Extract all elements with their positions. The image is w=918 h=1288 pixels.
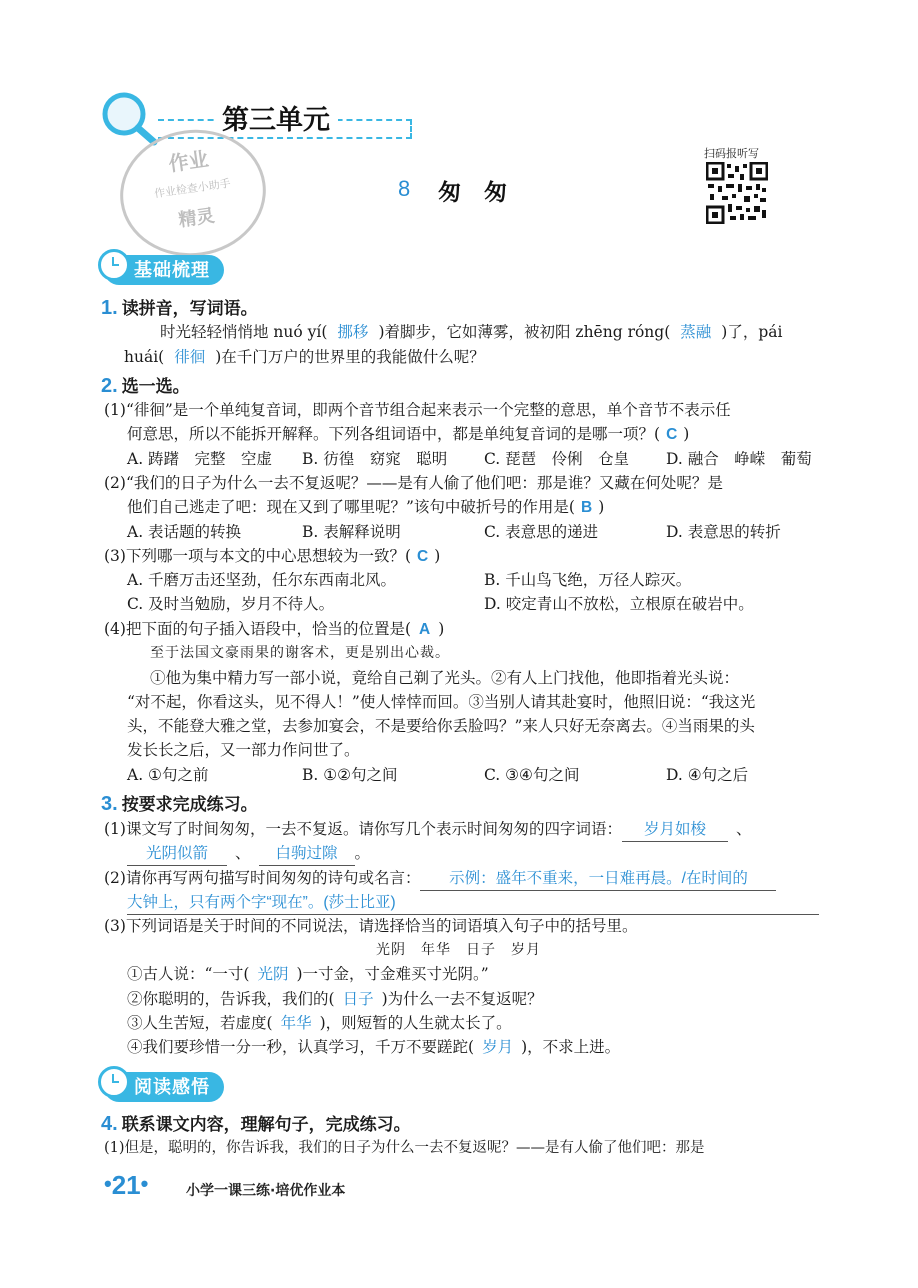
q2-text: ) <box>683 425 690 443</box>
footer-book-title: 小学一课三练·培优作业本 <box>186 1183 346 1199</box>
q2-s4-paragraph: 发长长之后，又一部力作问世了。 <box>127 741 360 759</box>
q4-title: 联系课文内容，理解句子，完成练习。 <box>121 1115 411 1134</box>
q3-text: )一寸金，寸金难买寸光阴。” <box>296 965 489 983</box>
q2-text: 他们自己逃走了吧：现在又到了哪里呢？”该句中破折号的作用是( <box>127 498 575 516</box>
page-number: 21 <box>111 1170 141 1200</box>
q3-answer: 白驹过隙 <box>259 843 355 866</box>
bullet-dot: • <box>104 1171 112 1196</box>
q4-number: 4. <box>101 1113 118 1135</box>
q3-text: (2)请你再写两句描写时间匆匆的诗句或名言： <box>104 869 421 887</box>
q2-s4-option: C. ③④句之间 <box>484 766 580 784</box>
stamp-line: 作业 <box>167 146 211 176</box>
q2-s3-line1 <box>104 545 440 568</box>
q3-s3-line1: (3)下列词语是关于时间的不同说法，请选择恰当的词语填入句子中的括号里。 <box>104 917 638 935</box>
q2-s3-option: B. 千山鸟飞绝，万径人踪灭。 <box>484 571 692 589</box>
section-badge-reading: 阅读感悟 <box>104 1072 224 1102</box>
q2-s4-option: A. ①句之前 <box>127 766 209 784</box>
q2-s1-line1: (1)“徘徊”是一个单纯复音词，即两个音节组合起来表示一个完整的意思，单个音节不表示任 <box>104 401 731 419</box>
q3-answer: 年华 <box>280 1015 312 1032</box>
q3-text: (1)课文写了时间匆匆，一去不复返。请你写几个表示时间匆匆的四字词语： <box>104 820 622 838</box>
q3-s3-item <box>127 1012 512 1035</box>
q1-text: huái( <box>124 348 165 366</box>
q2-text: (4)把下面的句子插入语段中，恰当的位置是( <box>104 620 412 638</box>
q3-s1-line2 <box>127 842 370 866</box>
q2-text: ) <box>438 620 445 638</box>
q3-text: )为什么一去不复返呢？ <box>381 990 543 1008</box>
q3-title: 按要求完成练习。 <box>121 795 258 814</box>
q3-text: ④我们要珍惜一分一秒，认真学习，千万不要蹉跎( <box>127 1038 475 1056</box>
lesson-number: 8 <box>398 176 411 201</box>
q3-text: 、 <box>735 820 752 838</box>
q1-heading <box>101 294 258 320</box>
q2-s2-option: A. 表话题的转换 <box>127 523 242 541</box>
q2-text: ) <box>598 498 605 516</box>
q2-s1-line2 <box>127 423 689 446</box>
q1-text: )了，pái <box>721 323 783 341</box>
q2-text: (3)下列哪一项与本文的中心思想较为一致？( <box>104 547 412 565</box>
q2-s4-paragraph: “对不起，你看这头，见不得人！”使人悻悻而回。③当别人请其赴宴时，他照旧说：“我这光 <box>127 693 756 711</box>
q1-line2 <box>124 346 485 369</box>
q3-s2-line2 <box>127 891 819 915</box>
q3-text: ③人生苦短，若虚度( <box>127 1014 273 1032</box>
q2-answer: C <box>417 548 429 565</box>
stamp-line: 精灵 <box>177 205 216 232</box>
q3-answer: 岁月如梭 <box>622 819 728 842</box>
q3-text: )，不求上进。 <box>521 1038 621 1056</box>
q2-s4-option: D. ④句之后 <box>666 766 749 784</box>
q2-number: 2. <box>101 375 118 397</box>
q2-answer: C <box>666 426 678 443</box>
q3-s3-item <box>127 1036 620 1059</box>
clock-icon <box>98 1066 130 1098</box>
q2-text: 何意思，所以不能拆开解释。下列各组词语中，都是单纯复音词的是哪一项？( <box>127 425 661 443</box>
clock-icon <box>98 249 130 281</box>
q2-heading <box>101 372 190 398</box>
q3-s3-words: 光阴 年华 日子 岁月 <box>376 942 541 958</box>
q2-title: 选一选。 <box>121 377 190 396</box>
q3-text: 、 <box>235 844 251 862</box>
q1-title: 读拼音，写词语。 <box>121 299 258 318</box>
q2-s3-option: A. 千磨万击还坚劲，任尔东西南北风。 <box>127 571 397 589</box>
q2-answer: A <box>419 621 431 638</box>
q3-s1-line1 <box>104 818 751 842</box>
q2-s2-option: C. 表意思的递进 <box>484 523 599 541</box>
q4-s1-line1: (1)但是，聪明的，你告诉我，我们的日子为什么一去不复返呢？——是有人偷了他们吧：那是 <box>104 1140 705 1156</box>
q2-text: ) <box>434 547 441 565</box>
q3-s2-line1 <box>104 867 776 891</box>
q2-s4-option: B. ①②句之间 <box>302 766 398 784</box>
q2-s2-line2 <box>127 496 604 519</box>
q2-s3-option: C. 及时当勉励，岁月不待人。 <box>127 595 335 613</box>
q2-s4-quote: 至于法国文豪雨果的谢客术，更是别出心裁。 <box>150 645 450 661</box>
stamp-line: 作业检查小助手 <box>153 176 232 201</box>
q3-text: )，则短暂的人生就太长了。 <box>319 1014 512 1032</box>
q3-s3-item <box>127 963 489 986</box>
q3-number: 3. <box>101 793 118 815</box>
q1-number: 1. <box>101 297 118 319</box>
q4-heading <box>101 1110 411 1136</box>
lesson-title: 匆 匆 <box>438 180 507 206</box>
q2-s1-option: C. 琵琶 伶俐 仓皇 <box>484 450 630 468</box>
q2-s2-line1: (2)“我们的日子为什么一去不复返呢？——是有人偷了他们吧：那是谁？又藏在何处呢？是 <box>104 474 723 492</box>
qr-caption: 扫码报听写 <box>704 147 759 160</box>
q2-s1-option: D. 融合 峥嵘 葡萄 <box>666 450 812 468</box>
q2-answer: B <box>580 499 593 516</box>
q3-answer: 大钟上，只有两个字“现在”。(莎士比亚) <box>127 892 819 915</box>
q3-answer: 光阴 <box>257 966 289 983</box>
q3-heading <box>101 790 258 816</box>
unit-title: 第三单元 <box>214 98 338 137</box>
q3-text: 。 <box>354 844 371 862</box>
q2-s1-option: B. 彷徨 窈窕 聪明 <box>302 450 448 468</box>
qr-code[interactable] <box>706 162 768 224</box>
q1-answer: 蒸融 <box>680 324 712 341</box>
q2-s1-option: A. 踌躇 完整 空虚 <box>127 450 273 468</box>
q3-answer: 岁月 <box>482 1039 514 1056</box>
q1-line1 <box>160 321 782 344</box>
q2-s2-option: D. 表意思的转折 <box>666 523 781 541</box>
q3-answer: 光阴似箭 <box>127 843 227 866</box>
footer-page <box>104 1170 148 1201</box>
q2-s4-paragraph: ①他为集中精力写一部小说，竟给自己剃了光头。②有人上门找他，他即指着光头说： <box>150 669 740 687</box>
q3-text: ①古人说：“一寸( <box>127 965 250 983</box>
q1-answer: 徘徊 <box>174 349 206 366</box>
q1-text: )着脚步，它如薄雾，被初阳 zhēng róng( <box>378 323 671 341</box>
q3-answer: 日子 <box>342 991 374 1008</box>
q1-text: 时光轻轻悄悄地 nuó yí( <box>160 323 328 341</box>
section-badge-basics: 基础梳理 <box>104 255 224 285</box>
q3-text: ②你聪明的，告诉我，我们的( <box>127 990 335 1008</box>
q2-s2-option: B. 表解释说明 <box>302 523 401 541</box>
q1-text: )在千门万户的世界里的我能做什么呢？ <box>215 348 485 366</box>
q3-answer: 示例：盛年不重来，一日难再晨。/在时间的 <box>420 868 776 891</box>
q2-s4-line1 <box>104 618 444 641</box>
q1-answer: 挪移 <box>337 324 369 341</box>
q3-s3-item <box>127 988 543 1011</box>
bullet-dot: • <box>140 1171 149 1196</box>
q2-s4-paragraph: 头，不能登大雅之堂，去参加宴会，不是要给你丢脸吗？”来人只好无奈离去。④当雨果的头 <box>127 717 755 735</box>
q2-s3-option: D. 咬定青山不放松，立根原在破岩中。 <box>484 595 754 613</box>
